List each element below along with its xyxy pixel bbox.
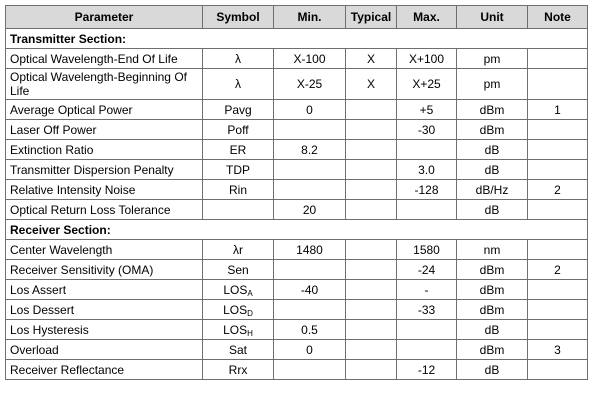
cell-symbol: λ — [203, 69, 274, 100]
cell-unit: dB — [457, 140, 528, 160]
cell-unit: pm — [457, 49, 528, 69]
cell-note: 2 — [528, 260, 588, 280]
cell-typical — [346, 120, 397, 140]
cell-parameter: Average Optical Power — [6, 100, 203, 120]
cell-note — [528, 200, 588, 220]
cell-max — [397, 200, 457, 220]
cell-parameter: Relative Intensity Noise — [6, 180, 203, 200]
cell-min: 20 — [274, 200, 346, 220]
cell-note: 2 — [528, 180, 588, 200]
cell-symbol — [203, 360, 274, 380]
table-row — [6, 120, 588, 140]
cell-unit: dBm — [457, 120, 528, 140]
cell-note — [528, 140, 588, 160]
cell-min — [274, 160, 346, 180]
cell-note — [528, 320, 588, 340]
cell-note — [528, 360, 588, 380]
symbol-subscript: A — [247, 288, 253, 298]
cell-parameter: Receiver Sensitivity (OMA) — [6, 260, 203, 280]
symbol-text: LOS — [223, 302, 248, 317]
cell-typical: X — [346, 69, 397, 100]
symbol-text: LOS — [223, 282, 248, 297]
cell-max: -128 — [397, 180, 457, 200]
cell-unit: dBm — [457, 260, 528, 280]
cell-unit: dBm — [457, 100, 528, 120]
cell-note — [528, 280, 588, 300]
cell-parameter: Optical Return Loss Tolerance — [6, 200, 203, 220]
header-unit: Unit — [457, 6, 528, 29]
cell-symbol: Rin — [203, 180, 274, 200]
cell-unit: dB — [457, 160, 528, 180]
cell-symbol — [203, 240, 274, 260]
cell-symbol — [203, 300, 274, 320]
cell-symbol: Poff — [203, 120, 274, 140]
cell-min — [274, 120, 346, 140]
cell-parameter: Overload — [6, 340, 203, 360]
cell-note: 1 — [528, 100, 588, 120]
table-row — [6, 160, 588, 180]
header-max: Max. — [397, 6, 457, 29]
table-row — [6, 69, 588, 100]
cell-typical — [346, 320, 397, 340]
cell-unit: dBm — [457, 280, 528, 300]
table-row — [6, 360, 588, 380]
cell-max: 3.0 — [397, 160, 457, 180]
cell-typical — [346, 340, 397, 360]
cell-typical — [346, 180, 397, 200]
cell-max: X+25 — [397, 69, 457, 100]
cell-min: X-100 — [274, 49, 346, 69]
table-row — [6, 140, 588, 160]
cell-typical — [346, 100, 397, 120]
cell-note — [528, 69, 588, 100]
cell-note — [528, 160, 588, 180]
cell-min — [274, 300, 346, 320]
table-row — [6, 49, 588, 69]
cell-unit: dBm — [457, 340, 528, 360]
cell-parameter: Los Dessert — [6, 300, 203, 320]
cell-unit: nm — [457, 240, 528, 260]
cell-max — [397, 140, 457, 160]
cell-typical — [346, 140, 397, 160]
cell-unit: dB — [457, 360, 528, 380]
symbol-text: Sen — [227, 262, 249, 277]
cell-note — [528, 120, 588, 140]
cell-symbol — [203, 260, 274, 280]
cell-symbol: Pavg — [203, 100, 274, 120]
cell-min: 0.5 — [274, 320, 346, 340]
table-row — [6, 180, 588, 200]
cell-parameter: Laser Off Power — [6, 120, 203, 140]
cell-unit: dB — [457, 200, 528, 220]
header-row — [6, 6, 588, 29]
table-row — [6, 320, 588, 340]
cell-min: 8.2 — [274, 140, 346, 160]
cell-max: -12 — [397, 360, 457, 380]
cell-min: 0 — [274, 340, 346, 360]
cell-max — [397, 340, 457, 360]
header-parameter: Parameter — [6, 6, 203, 29]
cell-unit: dBm — [457, 300, 528, 320]
cell-typical — [346, 260, 397, 280]
cell-typical — [346, 300, 397, 320]
section-title-transmitter: Transmitter Section: — [6, 29, 588, 49]
cell-min: 0 — [274, 100, 346, 120]
symbol-subscript: H — [247, 328, 253, 338]
cell-max — [397, 320, 457, 340]
cell-note: 3 — [528, 340, 588, 360]
cell-max: -30 — [397, 120, 457, 140]
symbol-text: Rrx — [228, 362, 248, 377]
cell-max: X+100 — [397, 49, 457, 69]
cell-unit: pm — [457, 69, 528, 100]
cell-note — [528, 300, 588, 320]
cell-typical — [346, 160, 397, 180]
cell-max: - — [397, 280, 457, 300]
cell-min — [274, 180, 346, 200]
table-row — [6, 100, 588, 120]
cell-max: -24 — [397, 260, 457, 280]
cell-min: 1480 — [274, 240, 346, 260]
table-row — [6, 200, 588, 220]
cell-typical — [346, 360, 397, 380]
cell-symbol — [203, 280, 274, 300]
cell-symbol — [203, 200, 274, 220]
section-row-receiver — [6, 220, 588, 240]
symbol-text: Sat — [228, 342, 247, 357]
cell-symbol — [203, 320, 274, 340]
cell-note — [528, 240, 588, 260]
cell-unit: dB — [457, 320, 528, 340]
cell-min — [274, 360, 346, 380]
cell-unit: dB/Hz — [457, 180, 528, 200]
cell-symbol: λ — [203, 49, 274, 69]
symbol-text: LOS — [223, 322, 248, 337]
spec-table-container — [5, 5, 588, 380]
header-typical: Typical — [346, 6, 397, 29]
symbol-text: λr — [233, 242, 243, 257]
symbol-subscript: D — [247, 308, 253, 318]
cell-symbol — [203, 340, 274, 360]
cell-symbol: ER — [203, 140, 274, 160]
cell-min: -40 — [274, 280, 346, 300]
cell-symbol: TDP — [203, 160, 274, 180]
section-title-receiver: Receiver Section: — [6, 220, 588, 240]
table-row — [6, 280, 588, 300]
cell-max: -33 — [397, 300, 457, 320]
cell-min — [274, 260, 346, 280]
cell-parameter: Optical Wavelength-Beginning Of Life — [6, 69, 203, 100]
spec-table — [5, 5, 588, 380]
cell-parameter: Los Hysteresis — [6, 320, 203, 340]
header-note: Note — [528, 6, 588, 29]
cell-parameter: Center Wavelength — [6, 240, 203, 260]
table-row — [6, 240, 588, 260]
cell-parameter: Transmitter Dispersion Penalty — [6, 160, 203, 180]
cell-max: 1580 — [397, 240, 457, 260]
header-min: Min. — [274, 6, 346, 29]
header-symbol: Symbol — [203, 6, 274, 29]
cell-max: +5 — [397, 100, 457, 120]
cell-parameter: Optical Wavelength-End Of Life — [6, 49, 203, 69]
cell-parameter: Receiver Reflectance — [6, 360, 203, 380]
cell-typical: X — [346, 49, 397, 69]
table-row — [6, 300, 588, 320]
section-row-transmitter — [6, 29, 588, 49]
cell-min: X-25 — [274, 69, 346, 100]
cell-typical — [346, 240, 397, 260]
cell-typical — [346, 200, 397, 220]
cell-note — [528, 49, 588, 69]
cell-parameter: Extinction Ratio — [6, 140, 203, 160]
cell-parameter: Los Assert — [6, 280, 203, 300]
table-row — [6, 340, 588, 360]
table-row — [6, 260, 588, 280]
cell-typical — [346, 280, 397, 300]
